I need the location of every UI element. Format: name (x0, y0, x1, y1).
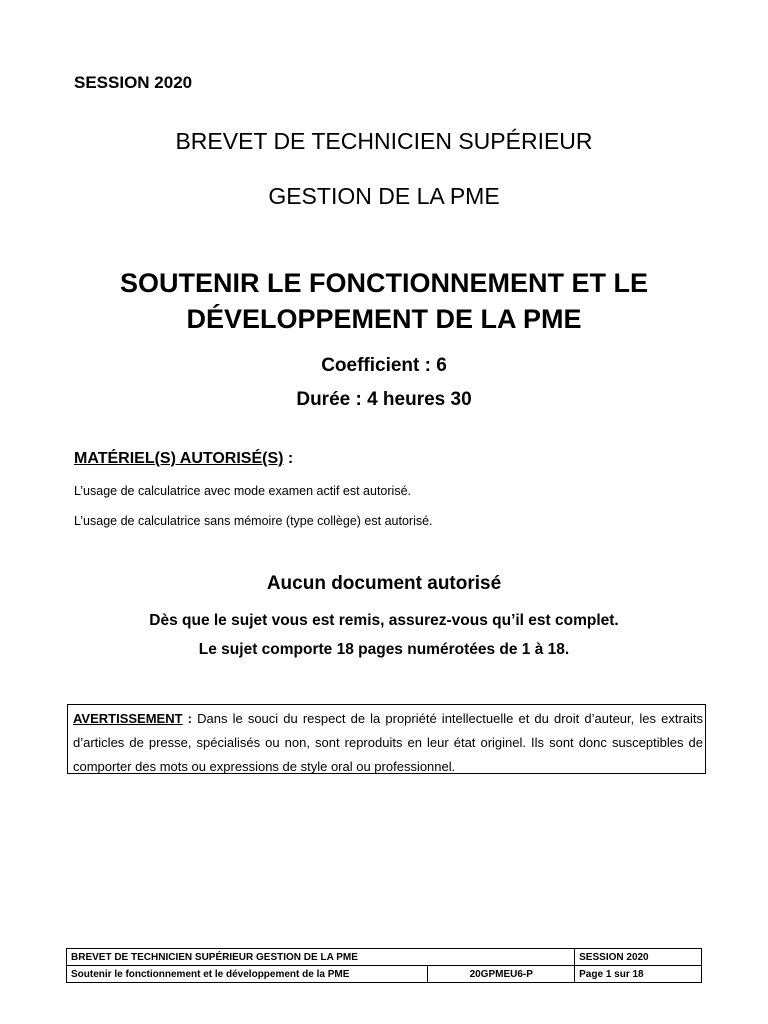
subject-title (0, 265, 768, 337)
completeness-notice: Dès que le sujet vous est remis, assurez-vous qu’il est complet. (149, 612, 619, 629)
speciality-title: GESTION DE LA PME (268, 183, 500, 209)
footer-table (66, 948, 702, 983)
warning-label (73, 711, 192, 726)
no-document-notice: Aucun document autorisé (266, 573, 502, 594)
diploma-title: BREVET DE TECHNICIEN SUPÉRIEUR (175, 128, 593, 154)
footer-row (67, 949, 702, 966)
footer-session: SESSION 2020 (575, 949, 702, 966)
footer-exam-title: BREVET DE TECHNICIEN SUPÉRIEUR GESTION DE LA PME (67, 949, 575, 966)
materials-item: L’usage de calculatrice avec mode examen actif est autorisé. (74, 484, 411, 498)
footer-page-number: Page 1 sur 18 (575, 966, 702, 983)
warning-label-text: AVERTISSEMENT (73, 711, 183, 726)
duration: Durée : 4 heures 30 (296, 389, 472, 410)
warning-box (67, 704, 706, 774)
page-count-notice: Le sujet comporte 18 pages numérotées de 1 à 18. (198, 641, 570, 658)
materials-heading-text: MATÉRIEL(S) AUTORISÉ(S) (74, 450, 284, 467)
materials-heading (74, 450, 293, 468)
coefficient: Coefficient : 6 (321, 355, 447, 376)
materials-item: L’usage de calculatrice sans mémoire (type collège) est autorisé. (74, 514, 433, 528)
footer-row (67, 966, 702, 983)
warning-text: Dans le souci du respect de la propriété intellectuelle et du droit d’auteur, les extraits d’articles de presse, spécialisés ou non, sont reproduits en leur état originel. Ils sont donc susceptibles de comporter des mots ou expressions de style oral ou professionnel. (73, 711, 703, 774)
subject-title-line-2: DÉVELOPPEMENT DE LA PME (186, 304, 582, 334)
footer-subject: Soutenir le fonctionnement et le développement de la PME (67, 966, 428, 983)
session-label: SESSION 2020 (74, 73, 193, 92)
subject-title-line-1: SOUTENIR LE FONCTIONNEMENT ET LE (119, 268, 648, 298)
materials-heading-colon: : (283, 450, 294, 467)
warning-label-colon: : (182, 711, 193, 726)
footer-code: 20GPMEU6-P (428, 966, 575, 983)
